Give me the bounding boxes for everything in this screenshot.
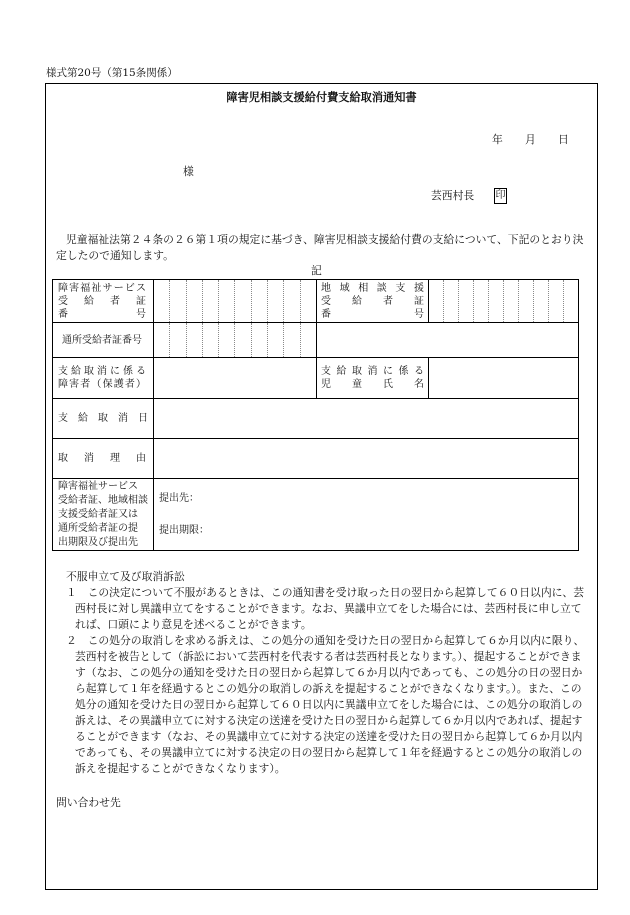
label-char: 号 [135,308,146,320]
label-char: 号 [413,308,424,320]
form-number: 様式第20号（第15条関係） [46,67,178,79]
digit-box [519,280,534,322]
label-char [68,412,78,425]
label-char: 理 [110,453,120,464]
appeal-heading: 不服申立て及び取消訴訟 [66,570,185,583]
appeal-line: であっても、その異議申立てに対する決定の日の翌日から起算して１年を経過するとこの処分の取消しの [75,746,583,759]
label-char: 福 [80,282,91,294]
label-char [399,295,409,308]
label-char [337,295,347,308]
label-line: 通所受給者証の提 [58,522,138,534]
label-line [58,365,146,378]
label-char [123,295,133,308]
label-char: 係 [398,366,409,377]
label-char [368,295,378,308]
date-day-label: 日 [558,133,569,146]
label-line: 通所受給者証番号 [62,334,142,346]
table-row-names [53,358,579,399]
appeal-line: ら起算して１年を経過するとこの処分の取消しの訴えを提起することができなくなります。）。また、この [75,682,582,695]
label-char: 給 [352,295,362,307]
digit-boxes [154,323,316,357]
cancellation-reason-label [53,439,154,479]
label-char: る [414,366,424,377]
appeal-line: ることができます（なお、その異議申立てに対する決定の送達を受けた日の翌日から起算して６か月以内 [75,730,583,743]
submission-field [154,479,579,551]
label-char: 保 [102,379,113,390]
digit-box [444,280,459,322]
label-line: 障害福祉サービス [58,480,138,492]
cancellation-date-label [53,399,154,439]
intro-line: 児童福祉法第２４条の２６第１項の規定に基づき、障害児相談支援給付費の支給について、下記のとおり決 [66,233,584,246]
label-line [321,282,424,295]
label-line [321,378,424,391]
digit-boxes [429,280,578,322]
label-char [97,295,107,308]
label-char: 給 [336,366,347,377]
seal-box: 印 [494,188,507,204]
digit-boxes [154,280,316,322]
label-char [97,452,107,465]
digit-box [235,280,251,322]
digit-box [187,280,203,322]
daycare-cert-number-field [154,323,317,358]
digit-box [203,280,219,322]
form-border [45,83,598,890]
label-char: 消 [97,366,107,377]
label-char [71,452,81,465]
digit-box [170,280,186,322]
label-char: 番 [321,308,331,320]
label-char [368,378,378,391]
date-month-label: 月 [525,133,536,146]
label-char: 支 [58,413,68,424]
cancellation-date-field [154,399,579,439]
label-char [337,378,347,391]
label-char: 者 [124,379,135,390]
label-line [58,295,146,308]
label-char: 地 [321,282,331,294]
label-char: 者 [110,295,120,307]
label-line [58,412,146,425]
label-char [377,308,387,321]
appeal-line: １ この決定について不服があるときは、この通知書を受け取った日の翌日から起算して６０日以内に、芸 [66,586,585,599]
submission-box [154,479,578,549]
label-char: 相 [358,282,369,294]
table-row-submission [53,479,579,551]
label-char: 取 [58,453,68,464]
community-support-cert-number-field [429,280,579,323]
digit-box [284,280,300,322]
label-char: 取 [98,413,108,424]
label-char: 給 [84,295,94,307]
digit-box [549,280,564,322]
service-recipient-cert-number-field [154,280,317,323]
digit-box [504,280,519,322]
label-char: 消 [84,453,94,464]
label-char: ビ [124,282,135,294]
intro-line: 定したので通知します。 [56,249,174,262]
guardian-name-field [154,358,317,399]
label-char: 給 [78,413,88,424]
label-char: 児 [321,379,331,390]
label-char [71,295,81,308]
label-char: 者 [80,379,91,390]
addressee-honorific: 様 [183,165,194,178]
label-char: 消 [367,366,378,377]
label-char: 支 [321,366,331,377]
appeal-items [66,585,585,777]
label-line: 受給者証、地域相談 [58,494,148,506]
label-char: 支 [395,282,406,294]
label-char [108,412,118,425]
contact-label: 問い合わせ先 [56,796,121,809]
label-char: 証 [136,295,146,307]
label-line [58,308,146,321]
intro-paragraph [56,232,583,264]
cancellation-reason-field [154,439,579,479]
page-title: 障害児相談支援給付費支給取消通知書 [226,91,417,104]
digit-box [564,280,578,322]
appeal-line: す（なお、この処分の通知を受けた日の翌日から起算して６か月以内であっても、この処分の日の翌日か [75,666,583,679]
digit-box [301,280,316,322]
child-name-field [429,358,579,399]
label-char [128,412,138,425]
appeal-line: 訴えは、その異議申立てに対する決定の送達を受けた日の翌日から起算して６か月以内であれば、提起す [75,714,583,727]
label-char [88,412,98,425]
date-year-label: 年 [492,133,503,146]
submission-destination-label: 提出先： [159,493,199,504]
digit-box [252,280,268,322]
ki-heading: 記 [311,264,322,277]
label-char: 証 [414,295,424,307]
label-char: 受 [58,295,68,307]
label-char: に [383,366,393,377]
community-support-cert-label [317,280,429,323]
label-line [321,308,424,321]
label-char: 由 [136,453,146,464]
label-char: 祉 [91,282,102,294]
digit-box [252,323,268,357]
label-char [74,308,84,321]
digit-box [459,280,474,322]
digit-box [219,280,235,322]
label-char: 害 [69,282,80,294]
label-char: に [110,366,120,377]
label-char: 受 [321,295,331,307]
label-line [58,282,146,295]
appeal-line: 芸西村を被告として（訴訟において芸西村を代表する者は芸西村長となります。）、提起することができま [75,650,582,663]
label-char: 者 [383,295,393,307]
label-char: 域 [339,282,350,294]
label-char: 取 [84,366,94,377]
label-line: 支援受給者証又は [58,508,138,520]
label-char: 害 [69,379,80,390]
label-char: （ [91,379,102,390]
label-char: 消 [118,413,128,424]
digit-box [154,280,170,322]
label-char [340,308,350,321]
label-char [395,308,405,321]
label-line: 出期限及び提出先 [58,536,138,548]
child-name-label [317,358,429,399]
digit-box [301,323,316,357]
digit-box [284,323,300,357]
label-char [120,308,130,321]
label-char [399,378,409,391]
label-line [321,365,424,378]
digit-box [170,323,186,357]
digit-box [154,323,170,357]
appeal-line: れば、口頭により意見を述べることができます。 [75,618,312,631]
label-char: 係 [123,366,133,377]
table-row-daycare-cert [53,323,579,358]
appeal-line: 処分の通知を受けた日の翌日から起算して６０日以内に異議申立てをした場合には、この処分の取消しの [75,698,583,711]
label-char [105,308,115,321]
guardian-label [53,358,154,399]
digit-box [187,323,203,357]
label-line [58,378,146,391]
label-char: 障 [58,282,68,294]
label-line [321,295,424,308]
submission-deadline-label: 提出期限： [159,525,209,536]
appeal-line: 訴えを提起することができなくなります）。 [75,762,286,775]
table-row-recipient-cert [53,280,579,323]
submission-label [53,479,154,551]
label-char: ス [135,282,146,294]
label-char [123,452,133,465]
appeal-item-1 [66,585,585,633]
label-char: 支 [58,366,68,377]
label-char: 番 [58,308,68,320]
label-char: 給 [71,366,81,377]
table-row-cancellation-reason [53,439,579,479]
digit-box [203,323,219,357]
label-char: ） [135,379,146,390]
label-char: 名 [414,379,424,390]
details-table [52,279,579,551]
label-char: 日 [138,413,148,424]
label-char: る [136,366,146,377]
issuer-name: 芸西村長 [431,189,475,202]
digit-box [268,323,284,357]
digit-box [474,280,489,322]
label-char [89,308,99,321]
label-char [358,308,368,321]
label-char: 援 [413,282,424,294]
appeal-line: 西村長に対し異議申立てをすることができます。なお、異議申立てをした場合には、芸西村長に申し立て [75,602,582,615]
digit-box [219,323,235,357]
daycare-cert-label [53,323,154,358]
label-line [58,452,146,465]
digit-box [534,280,549,322]
label-char: 童 [352,379,362,390]
digit-box [489,280,504,322]
appeal-item-2 [66,633,585,777]
label-char: 氏 [383,379,393,390]
appeal-line: ２ この処分の取消しを求める訴えは、この処分の通知を受けた日の翌日から起算して６か月以内に限り、 [66,634,585,647]
label-char: サ [102,282,113,294]
label-char: 談 [376,282,387,294]
table-row-cancellation-date [53,399,579,439]
digit-box [429,280,444,322]
label-char: ー [113,282,124,294]
label-char: 障 [58,379,68,390]
blank-cell [317,323,579,358]
service-recipient-cert-label [53,280,154,323]
label-char: 取 [352,366,362,377]
digit-box [268,280,284,322]
label-char: 護 [113,379,124,390]
digit-box [235,323,251,357]
